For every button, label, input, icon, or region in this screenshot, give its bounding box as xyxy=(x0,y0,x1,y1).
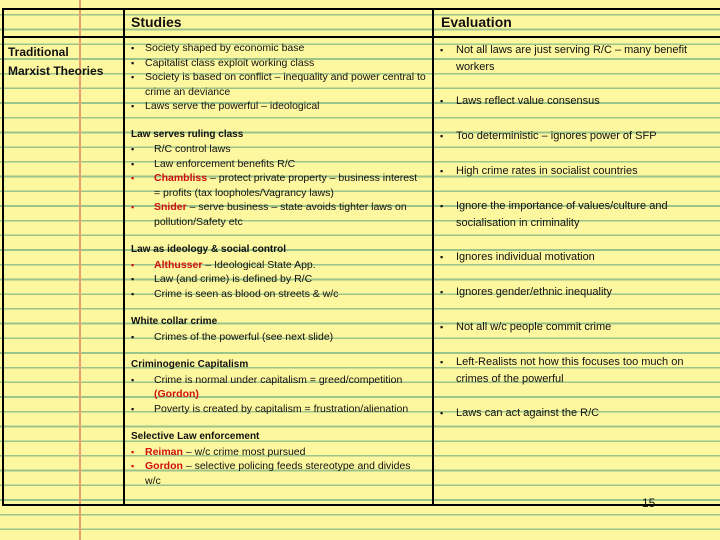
row-title-line: Traditional xyxy=(8,45,69,59)
section-list xyxy=(131,258,426,302)
item-text: – Ideological State App. xyxy=(202,258,316,271)
author-name: Gordon xyxy=(145,460,183,472)
section-title: Law serves ruling class xyxy=(131,128,244,140)
list-item xyxy=(131,200,426,229)
list-item xyxy=(131,445,426,460)
list-item: ▪ Laws can act against the R/C xyxy=(440,405,715,422)
intro-list xyxy=(131,41,426,114)
list-item: ▪ High crime rates in socialist countries xyxy=(440,163,715,180)
item-text: – selective policing feeds stereotype and divides w/c xyxy=(145,460,411,487)
list-item: ▪ Not all laws are just serving R/C – many benefit workers xyxy=(440,42,715,75)
evaluation-list xyxy=(440,42,715,422)
author-name: Chambliss xyxy=(154,172,208,184)
section-title: Law as ideology & social control xyxy=(131,244,287,255)
list-item xyxy=(131,171,426,200)
row-title xyxy=(8,43,103,81)
author-name: Reiman xyxy=(145,445,183,458)
list-item: ▪ Ignores individual motivation xyxy=(440,249,715,266)
author-name: (Gordon) xyxy=(154,388,199,400)
list-item: ▪ Left-Realists not how this focuses too much on crimes of the powerful xyxy=(440,354,715,387)
column-divider xyxy=(432,8,434,506)
column-divider xyxy=(123,8,125,506)
page-number: 15 xyxy=(642,496,656,510)
author-name: Snider xyxy=(154,201,187,213)
list-item: ▪ Capitalist class exploit working class xyxy=(131,56,426,71)
list-item: ▪ Too deterministic – ignores power of SFP xyxy=(440,128,715,145)
section-title: White collar crime xyxy=(131,316,218,327)
section-list xyxy=(131,330,426,345)
list-item xyxy=(131,373,426,402)
list-item: ▪ Not all w/c people commit crime xyxy=(440,319,715,336)
item-text: Crime is normal under capitalism = greed/competition xyxy=(154,373,403,386)
studies-column xyxy=(131,41,426,488)
list-item: ▪ Society shaped by economic base xyxy=(131,41,426,56)
item-text: – serve business – state avoids tighter laws on pollution/Safety etc xyxy=(154,201,407,228)
list-item: ▪ Poverty is created by capitalism = frustration/alienation xyxy=(131,402,426,417)
list-item: ▪ Ignore the importance of values/culture and socialisation in criminality xyxy=(440,198,715,231)
list-item: ▪ Crime is seen as blood on streets & w/c xyxy=(131,287,426,302)
header-divider xyxy=(2,36,720,38)
studies-header: Studies xyxy=(131,14,182,30)
list-item: ▪ Law enforcement benefits R/C xyxy=(131,157,426,172)
evaluation-header: Evaluation xyxy=(441,14,512,30)
list-item: ▪ Ignores gender/ethnic inequality xyxy=(440,284,715,301)
author-name: Althusser xyxy=(154,258,203,271)
list-item: ▪ R/C control laws xyxy=(131,142,426,157)
section-list xyxy=(131,373,426,417)
list-item: ▪ Society is based on conflict – inequality and power central to crime an deviance xyxy=(131,70,426,99)
list-item xyxy=(131,459,426,488)
list-item: ▪ Law (and crime) is defined by R/C xyxy=(131,272,426,287)
section-list xyxy=(131,142,426,229)
section-title: Criminogenic Capitalism xyxy=(131,359,249,370)
list-item: ▪ Crimes of the powerful (see next slide) xyxy=(131,330,426,345)
list-item xyxy=(131,258,426,273)
evaluation-column xyxy=(440,42,715,440)
list-item: ▪ Laws reflect value consensus xyxy=(440,93,715,110)
item-text: – protect private property – business interest = profits (tax loopholes/Vagrancy laws) xyxy=(154,172,418,199)
row-title-line: Marxist Theories xyxy=(8,64,104,78)
list-item: ▪ Laws serve the powerful – ideological xyxy=(131,99,426,114)
section-list xyxy=(131,445,426,489)
item-text: – w/c crime most pursued xyxy=(182,445,306,458)
section-title: Selective Law enforcement xyxy=(131,431,260,442)
